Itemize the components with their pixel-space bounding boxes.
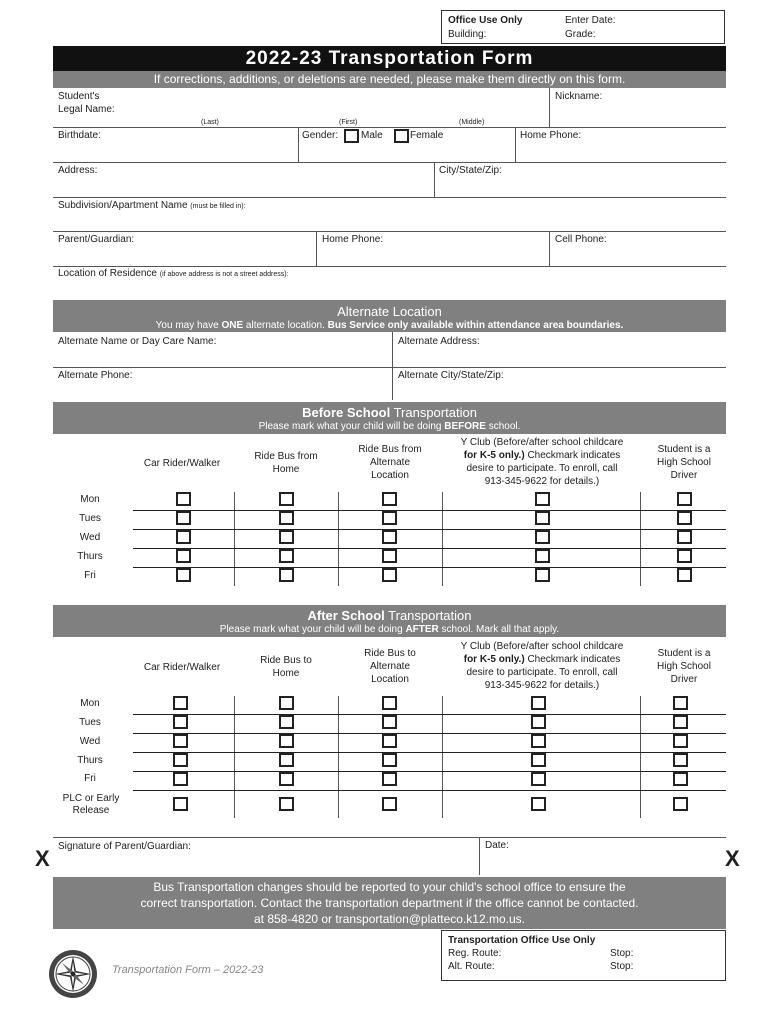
before-wed-car-checkbox[interactable]	[176, 530, 191, 544]
female-label: Female	[410, 130, 444, 141]
after-mon-yclub-checkbox[interactable]	[531, 696, 546, 710]
before-col-y-club: Y Club (Before/after school childcare for K-5 only.) Checkmark indicates desire to participate. To enroll, call 913-345-9622 for details.)	[460, 437, 624, 487]
after-fri-home-checkbox[interactable]	[279, 772, 294, 786]
alternate-location-note: You may have ONE alternate location. Bus Service only available within attendance area boundaries.	[155, 320, 624, 331]
after-tues-driver-checkbox[interactable]	[673, 715, 688, 729]
before-mon-yclub-checkbox[interactable]	[535, 492, 550, 506]
address-label: Address:	[58, 165, 98, 176]
notice-line-1: Bus Transportation changes should be reported to your child's school office to ensure the	[153, 880, 626, 894]
before-wed-yclub-checkbox[interactable]	[535, 530, 550, 544]
after-thurs-home-checkbox[interactable]	[279, 753, 294, 767]
after-school-title: After School Transportation	[307, 608, 472, 623]
gender-label: Gender:	[302, 130, 339, 141]
before-day-thurs: Thurs	[77, 551, 103, 562]
student-legal-name-label-2: Legal Name:	[58, 104, 115, 115]
parent-line[interactable]	[53, 266, 726, 267]
middle-name-hint: (Middle)	[459, 119, 485, 126]
after-tues-yclub-checkbox[interactable]	[531, 715, 546, 729]
before-col-bus-alternate: Ride Bus from Alternate Location	[358, 444, 422, 481]
after-thurs-car-checkbox[interactable]	[173, 753, 188, 767]
page-title: 2022-23 Transportation Form	[245, 48, 534, 69]
before-tues-driver-checkbox[interactable]	[677, 511, 692, 525]
name-line[interactable]	[53, 127, 726, 128]
gender-male-checkbox[interactable]	[344, 129, 359, 143]
before-mon-alt-checkbox[interactable]	[382, 492, 397, 506]
last-name-hint: (Last)	[201, 119, 219, 126]
birthdate-label: Birthdate:	[58, 130, 101, 141]
before-fri-yclub-checkbox[interactable]	[535, 568, 550, 582]
alt-route-label: Alt. Route:	[448, 961, 495, 972]
address-line[interactable]	[53, 197, 726, 198]
before-mon-home-checkbox[interactable]	[279, 492, 294, 506]
subtitle-bar	[53, 71, 726, 88]
before-col-car-rider: Car Rider/Walker	[143, 458, 221, 469]
before-school-note: Please mark what your child will be doing BEFORE school.	[258, 421, 521, 432]
after-mon-driver-checkbox[interactable]	[673, 696, 688, 710]
title-bar	[53, 46, 726, 71]
signature-label: Signature of Parent/Guardian:	[58, 841, 191, 852]
after-fri-yclub-checkbox[interactable]	[531, 772, 546, 786]
after-day-fri: Fri	[84, 773, 96, 784]
gender-female-checkbox[interactable]	[394, 129, 409, 143]
notice-banner	[53, 877, 726, 929]
subdivision-label: Subdivision/Apartment Name (must be filled in):	[58, 200, 246, 211]
before-day-tues: Tues	[79, 513, 101, 524]
after-day-mon: Mon	[80, 698, 100, 709]
alternate-address-label: Alternate Address:	[398, 336, 480, 347]
after-day-tues: Tues	[79, 717, 101, 728]
after-tues-car-checkbox[interactable]	[173, 715, 188, 729]
building-label: Building:	[448, 29, 487, 40]
after-wed-home-checkbox[interactable]	[279, 734, 294, 748]
after-plc-car-checkbox[interactable]	[173, 797, 188, 811]
student-legal-name-label: Student's	[58, 91, 100, 102]
before-tues-home-checkbox[interactable]	[279, 511, 294, 525]
before-wed-alt-checkbox[interactable]	[382, 530, 397, 544]
before-school-title: Before School Transportation	[302, 405, 477, 420]
before-thurs-car-checkbox[interactable]	[176, 549, 191, 563]
after-fri-driver-checkbox[interactable]	[673, 772, 688, 786]
before-tues-car-checkbox[interactable]	[176, 511, 191, 525]
transport-office-box	[441, 930, 726, 981]
alt-stop-label: Stop:	[610, 961, 634, 972]
after-day-thurs: Thurs	[77, 755, 103, 766]
alternate-location-title: Alternate Location	[337, 304, 442, 319]
after-mon-home-checkbox[interactable]	[279, 696, 294, 710]
after-col-bus-home: Ride Bus to Home	[260, 655, 312, 679]
before-day-mon: Mon	[80, 494, 100, 505]
signature-x-right: X	[725, 846, 740, 871]
after-wed-car-checkbox[interactable]	[173, 734, 188, 748]
after-col-driver: Student is a High School Driver	[657, 648, 711, 685]
before-tues-yclub-checkbox[interactable]	[535, 511, 550, 525]
before-school-banner	[53, 402, 726, 434]
after-thurs-alt-checkbox[interactable]	[382, 753, 397, 767]
cell-phone-label: Cell Phone:	[555, 234, 607, 245]
after-wed-yclub-checkbox[interactable]	[531, 734, 546, 748]
after-plc-driver-checkbox[interactable]	[673, 797, 688, 811]
male-label: Male	[361, 130, 383, 141]
office-use-only-label: Office Use Only	[448, 15, 523, 26]
reg-stop-label: Stop:	[610, 948, 634, 959]
notice-line-3: at 858-4820 or transportation@platteco.k12.mo.us.	[253, 912, 525, 926]
after-wed-alt-checkbox[interactable]	[382, 734, 397, 748]
before-thurs-driver-checkbox[interactable]	[677, 549, 692, 563]
after-col-car-rider: Car Rider/Walker	[143, 662, 221, 673]
after-day-wed: Wed	[79, 736, 101, 747]
parent-label: Parent/Guardian:	[58, 234, 135, 245]
before-fri-driver-checkbox[interactable]	[677, 568, 692, 582]
after-day-plc: PLC or Early Release	[62, 793, 120, 816]
before-thurs-home-checkbox[interactable]	[279, 549, 294, 563]
alternate-name-line[interactable]	[53, 367, 726, 368]
after-plc-alt-checkbox[interactable]	[382, 797, 397, 811]
after-tues-home-checkbox[interactable]	[279, 715, 294, 729]
home-phone-label: Home Phone:	[520, 130, 582, 141]
district-compass-logo	[47, 948, 99, 1000]
birthdate-line[interactable]	[53, 162, 726, 163]
alternate-phone-label: Alternate Phone:	[58, 370, 133, 381]
reg-route-label: Reg. Route:	[448, 948, 502, 959]
after-col-y-club: Y Club (Before/after school childcare for K-5 only.) Checkmark indicates desire to participate. To enroll, call 913-345-9622 for details.)	[460, 641, 624, 691]
before-day-wed: Wed	[79, 532, 101, 543]
alternate-city-label: Alternate City/State/Zip:	[398, 370, 504, 381]
before-mon-car-checkbox[interactable]	[176, 492, 191, 506]
before-col-driver: Student is a High School Driver	[657, 444, 711, 481]
signature-x-left: X	[35, 846, 50, 871]
after-fri-alt-checkbox[interactable]	[382, 772, 397, 786]
after-thurs-yclub-checkbox[interactable]	[531, 753, 546, 767]
before-day-fri: Fri	[84, 570, 96, 581]
before-fri-alt-checkbox[interactable]	[382, 568, 397, 582]
after-school-banner	[53, 605, 726, 637]
office-use-box	[441, 10, 725, 44]
city-state-zip-label: City/State/Zip:	[439, 165, 502, 176]
location-of-residence-label: Location of Residence (if above address is not a street address):	[58, 268, 289, 279]
before-thurs-alt-checkbox[interactable]	[382, 549, 397, 563]
after-school-note: Please mark what your child will be doing AFTER school. Mark all that apply.	[219, 624, 560, 635]
before-fri-home-checkbox[interactable]	[279, 568, 294, 582]
subtitle: If corrections, additions, or deletions are needed, please make them directly on this form.	[153, 72, 626, 86]
notice-line-2: correct transportation. Contact the transportation department if the office cannot be contacted.	[140, 896, 639, 910]
before-fri-car-checkbox[interactable]	[176, 568, 191, 582]
alternate-location-banner	[53, 300, 726, 332]
after-plc-yclub-checkbox[interactable]	[531, 797, 546, 811]
alternate-name-label: Alternate Name or Day Care Name:	[58, 336, 217, 347]
after-mon-alt-checkbox[interactable]	[382, 696, 397, 710]
after-col-bus-alternate: Ride Bus to Alternate Location	[364, 648, 416, 685]
before-thurs-yclub-checkbox[interactable]	[535, 549, 550, 563]
nickname-label: Nickname:	[555, 91, 603, 102]
first-name-hint: (First)	[339, 119, 358, 126]
after-thurs-driver-checkbox[interactable]	[673, 753, 688, 767]
before-wed-home-checkbox[interactable]	[279, 530, 294, 544]
before-mon-driver-checkbox[interactable]	[677, 492, 692, 506]
grade-label: Grade:	[565, 29, 596, 40]
footer-text: Transportation Form – 2022-23	[112, 964, 264, 976]
before-wed-driver-checkbox[interactable]	[677, 530, 692, 544]
before-tues-alt-checkbox[interactable]	[382, 511, 397, 525]
enter-date-label: Enter Date:	[565, 15, 616, 26]
before-col-bus-home: Ride Bus from Home	[254, 451, 318, 475]
signature-date-label: Date:	[485, 840, 509, 851]
parent-home-phone-label: Home Phone:	[322, 234, 384, 245]
after-wed-driver-checkbox[interactable]	[673, 734, 688, 748]
after-plc-home-checkbox[interactable]	[279, 797, 294, 811]
transport-office-title: Transportation Office Use Only	[448, 935, 596, 946]
after-fri-car-checkbox[interactable]	[173, 772, 188, 786]
after-tues-alt-checkbox[interactable]	[382, 715, 397, 729]
subdivision-line[interactable]	[53, 231, 726, 232]
after-mon-car-checkbox[interactable]	[173, 696, 188, 710]
signature-line[interactable]	[53, 860, 478, 874]
